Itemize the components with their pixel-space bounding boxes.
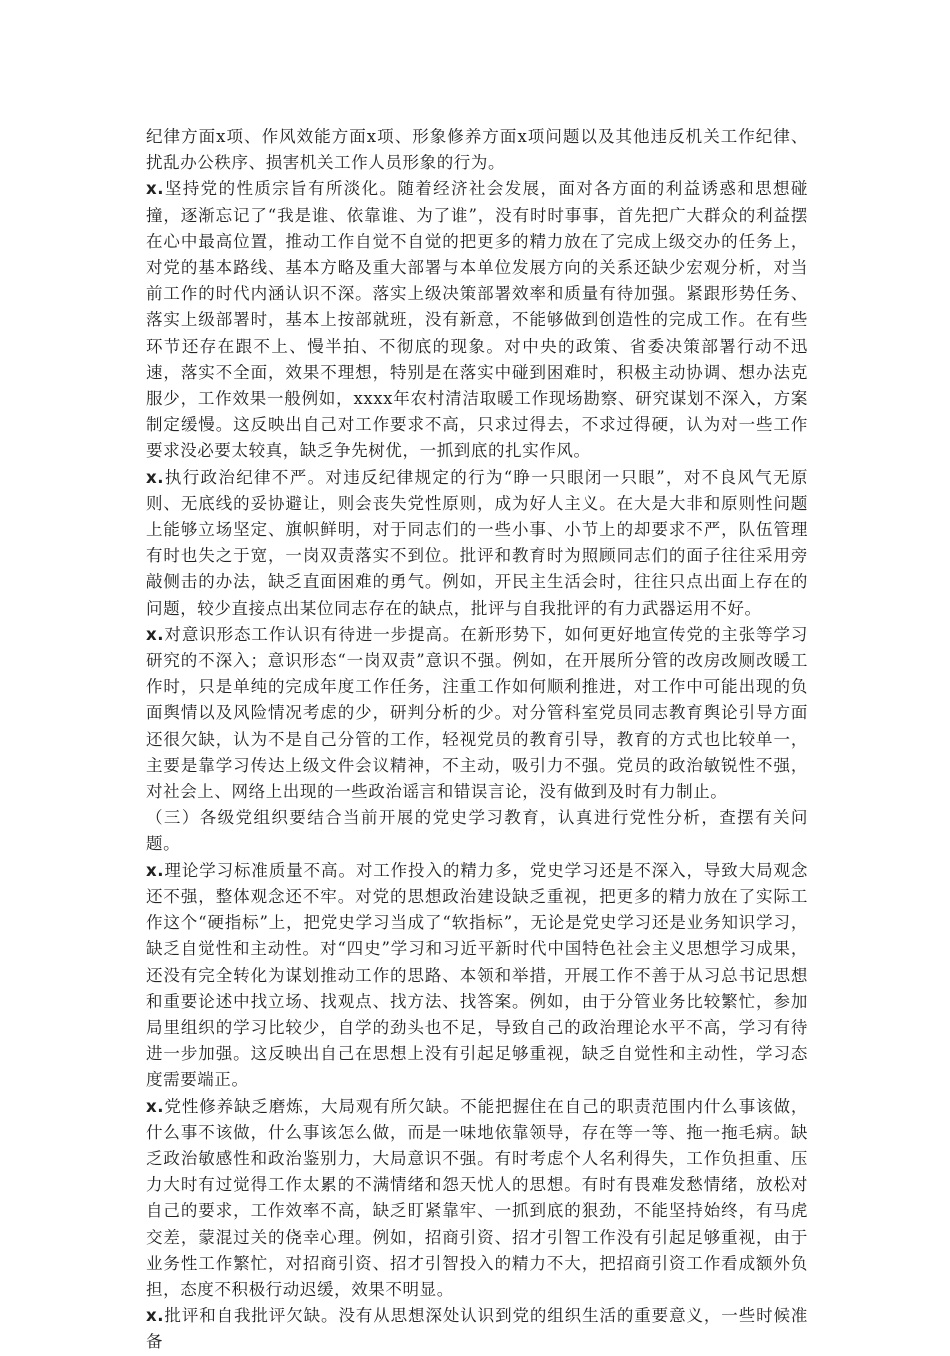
paragraph-text: 执行政治纪律不严。对违反纪律规定的行为“睁一只眼闭一只眼”，对不良风气无原则、无底线的妥协避让，则会丧失党性原则，成为好人主义。在大是大非和原则性问题上能够立场坚定、旗帜鲜明，对于同志们的一些小事、小节上的却要求不严，队伍管理有时也失之于宽，一岗双责落实不到位。批评和教育时为照顾同志们的面子往往采用旁敲侧击的办法，缺乏直面困难的勇气。例如，开民主生活会时，往往只点出面上存在的问题，较少直接点出某位同志存在的缺点，批评与自我批评的有力武器运用不好。 [146,467,808,618]
item-marker: x. [146,467,165,487]
paragraph-political-discipline [146,465,808,622]
section-heading-3 [146,805,808,857]
section-heading-text: （三）各级党组织要结合当前开展的党史学习教育，认真进行党性分析，查摆有关问题。 [146,808,808,854]
item-marker: x. [146,1096,165,1116]
item-marker: x. [146,1306,165,1326]
paragraph-ideology-work [146,622,808,805]
paragraph-continuation [146,124,808,176]
paragraph-text: 党性修养缺乏磨炼，大局观有所欠缺。不能把握住在自己的职责范围内什么事该做，什么事不该做，什么事该怎么做，而是一味地依靠领导，存在等一等、拖一拖毛病。缺乏政治敏感性和政治鉴别力，大局意识不强。有时考虑个人名利得失，工作负担重、压力大时有过觉得工作太累的不满情绪和怨天忧人的思想。有时有畏难发愁情绪，放松对自己的要求，工作效率不高，缺乏盯紧靠牢、一抓到底的狠劲，不能坚持始终，有马虎交差，蒙混过关的侥幸心理。例如，招商引资、招才引智工作没有引起足够重视，由于业务性工作繁忙，对招商引资、招才引智投入的精力不大，把招商引资工作看成额外负担，态度不积极行动迟缓，效果不明显。 [146,1096,808,1299]
paragraph-text: 纪律方面x项、作风效能方面x项、形象修养方面x项问题以及其他违反机关工作纪律、扰乱办公秩序、损害机关工作人员形象的行为。 [146,127,808,173]
paragraph-text: 坚持党的性质宗旨有所淡化。随着经济社会发展，面对各方面的利益诱惑和思想碰撞，逐渐忘记了“我是谁、依靠谁、为了谁”，没有时时事事，首先把广大群众的利益摆在心中最高位置，推动工作自觉不自觉的把更多的精力放在了完成上级交办的任务上，对党的基本路线、基本方略及重大部署与本单位发展方向的关系还缺少宏观分析，对当前工作的时代内涵认识不深。落实上级决策部署效率和质量有待加强。紧跟形势任务、落实上级部署时，基本上按部就班，没有新意，不能够做到创造性的完成工作。在有些环节还存在跟不上、慢半拍、不彻底的现象。对中央的政策、省委决策部署行动不迅速，落实不全面，效果不理想，特别是在落实中碰到困难时，积极主动协调、想办法克服少，工作效果一般例如，xxxx年农村清洁取暖工作现场勘察、研究谋划不深入，方案制定缓慢。这反映出自己对工作要求不高，只求过得去，不求过得硬，认为对一些工作要求没必要太较真，缺乏争先树优，一抓到底的扎实作风。 [146,179,808,461]
paragraph-criticism [146,1303,808,1355]
paragraph-party-cultivation [146,1094,808,1304]
item-marker: x. [146,179,165,199]
paragraph-party-nature [146,176,808,464]
document-body [146,124,808,1356]
paragraph-text: 理论学习标准质量不高。对工作投入的精力多，党史学习还是不深入，导致大局观念还不强，整体观念还不牢。对党的思想政治建设缺乏重视，把更多的精力放在了实际工作这个“硬指标”上，把党史学习当成了“软指标”，无论是党史学习还是业务知识学习，缺乏自觉性和主动性。对“四史”学习和习近平新时代中国特色社会主义思想学习成果，还没有完全转化为谋划推动工作的思路、本领和举措，开展工作不善于从习总书记思想和重要论述中找立场、找观点、找方法、找答案。例如，由于分管业务比较繁忙，参加局里组织的学习比较少，自学的劲头也不足，导致自己的政治理论水平不高，学习有待进一步加强。这反映出自己在思想上没有引起足够重视，缺乏自觉性和主动性，学习态度需要端正。 [146,860,808,1090]
item-marker: x. [146,624,165,644]
paragraph-theory-study [146,858,808,1094]
paragraph-text: 批评和自我批评欠缺。没有从思想深处认识到党的组织生活的重要意义，一些时候准备 [146,1306,808,1352]
paragraph-text: 对意识形态工作认识有待进一步提高。在新形势下，如何更好地宣传党的主张等学习研究的不深入；意识形态“一岗双责”意识不强。例如，在开展所分管的改房改厕改暖工作时，只是单纯的完成年度工作任务，注重工作如何顺利推进，对工作中可能出现的负面舆情以及风险情况考虑的少，研判分析的少。对分管科室党员同志教育舆论引导方面还很欠缺，认为不是自己分管的工作，轻视党员的教育引导，教育的方式也比较单一，主要是靠学习传达上级文件会议精神，不主动，吸引力不强。党员的政治敏锐性不强，对社会上、网络上出现的一些政治谣言和错误言论，没有做到及时有力制止。 [146,624,808,802]
item-marker: x. [146,860,165,880]
